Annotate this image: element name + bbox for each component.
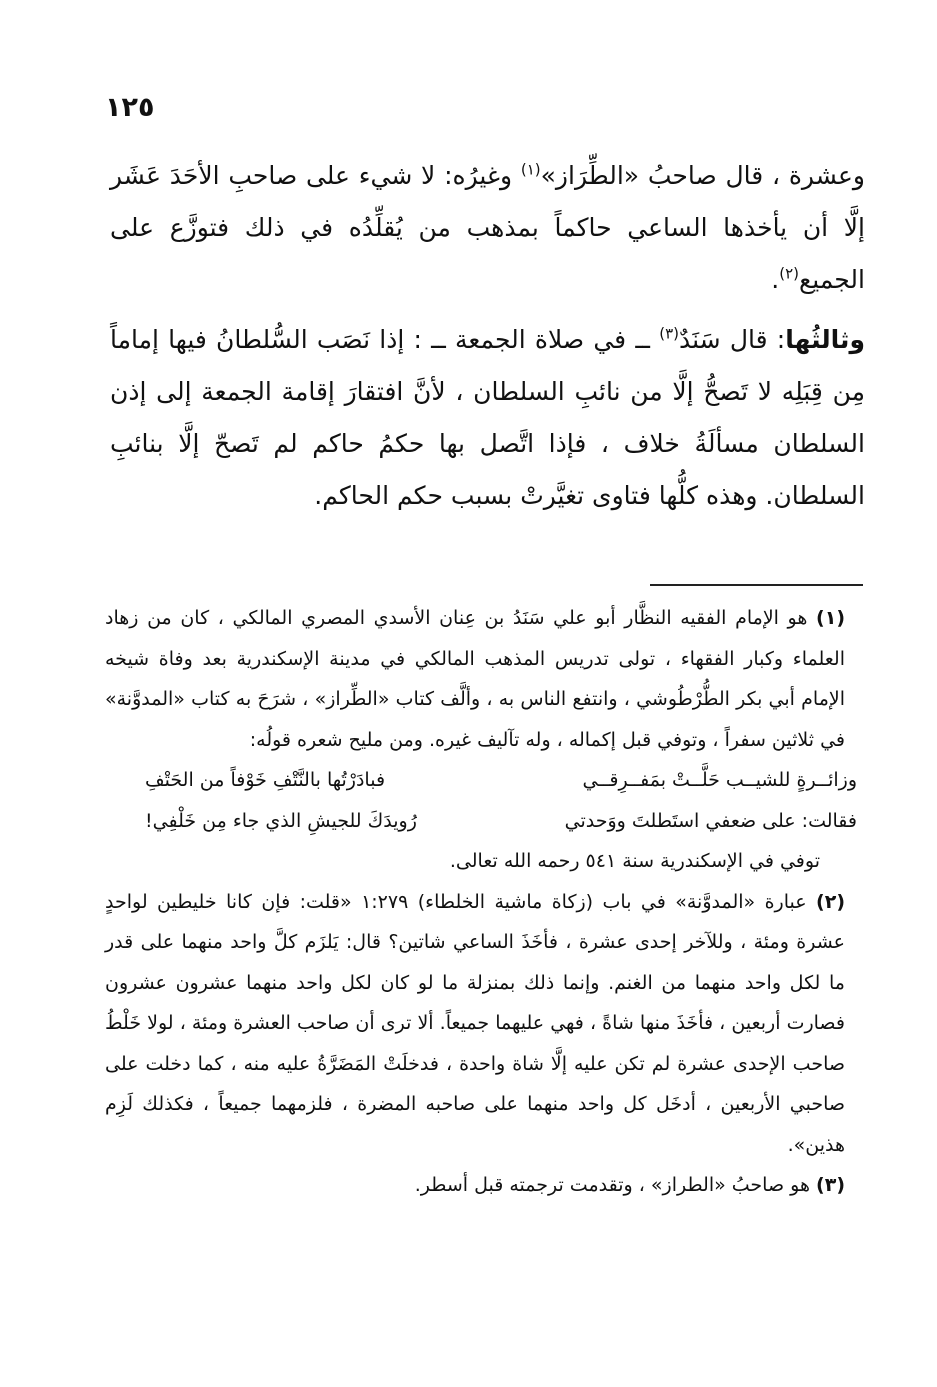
page-number: ١٢٥ bbox=[105, 92, 155, 123]
verse-1-first-hemistich: وزائــرةٍ للشيــب حَلَّــتْ بمَفــرِقــي bbox=[582, 769, 857, 791]
verse-1-second-hemistich: فبادَرْتُها بالنَّتْفِ خَوْفاً من الحَتْفِ bbox=[145, 769, 386, 791]
footnote-1-text: هو الإمام الفقيه النظَّار أبو علي سَنَدُ بن عِنان الأسدي المصري المالكي ، كان من زهاد العلماء وكبار الفقهاء ، تولى تدريس المذهب المالكي في مدينة الإسكندرية بعد وفاة شيخه الإمام أبي بكر الطُّرْطُوشي ، وانتفع الناس به ، وألَّف كتاب «الطِّراز» ، شرَحَ به كتاب «المدوَّنة» في ثلاثين سفراً ، وتوفي قبل إكماله ، وله تآليف غيره. ومن مليح شعره قولُه: bbox=[105, 607, 845, 751]
paragraph-1-text-c: . bbox=[771, 265, 780, 294]
footnotes bbox=[105, 598, 865, 1206]
footnote-2-text: عبارة «المدوَّنة» في باب (زكاة ماشية الخلطاء) ١:٢٧٩ «قلت: فإن كانا خليطين لواحدٍ عشرة ومئة ، وللآخر إحدى عشرة ، فأخَذَ الساعي شاتين؟ قال: يَلزَم كلَّ واحد منهما على قدر ما لكل واحد منهما من الغنم. وإنما ذلك بمنزلة ما لو كان لكل واحد منهما عشرون عشرون فصارت أربعين ، فأخَذَ منها شاةً ، فهي عليهما جميعاً. ألا ترى أن صاحب العشرة ومئة ، لولا خَلْطُ صاحب الإحدى عشرة لم تكن عليه إلَّا شاة واحدة ، فدخلَتْ المَضَرَّةُ عليه منه ، كما دخلت على صاحبي الأربعين ، أدخَل كل واحد منهما على صاحبه المضرة ، فلزمهما جميعاً ، فكذلك لَزِم هذين». bbox=[105, 890, 845, 1156]
footnote-ref-2[interactable]: (٢) bbox=[779, 264, 799, 283]
footnote-2 bbox=[105, 882, 865, 1166]
paragraph-1 bbox=[110, 150, 865, 306]
verse-line-1 bbox=[105, 760, 865, 801]
paragraph-1-text-a: وعشرة ، قال صاحبُ «الطِّرَاز» bbox=[540, 161, 865, 190]
footnote-1-death-note: توفي في الإسكندرية سنة ٥٤١ رحمه الله تعالى. bbox=[449, 850, 820, 872]
main-text bbox=[110, 150, 865, 522]
footnote-3-text: هو صاحبُ «الطراز» ، وتقدمت ترجمته قبل أسطر. bbox=[414, 1174, 817, 1196]
footnote-ref-1[interactable]: (١) bbox=[520, 160, 541, 179]
footnote-2-number: (٢) bbox=[816, 890, 845, 913]
paragraph-2-lead: وثالثُها bbox=[785, 325, 865, 354]
footnote-1-number: (١) bbox=[816, 607, 845, 629]
verse-2-second-hemistich: رُويدَكَ للجيشِ الذي جاء مِن خَلْفِي! bbox=[145, 809, 417, 832]
footnote-divider bbox=[650, 584, 863, 586]
footnote-3-number: (٣) bbox=[816, 1174, 845, 1196]
verse-line-2 bbox=[105, 801, 865, 842]
verse-2-first-hemistich: فقالت: على ضعفي استَطلتَ ووَحدتي bbox=[564, 809, 857, 832]
footnote-ref-3[interactable]: (٣) bbox=[659, 324, 679, 343]
paragraph-1-text-b: وغيرُه: لا شيء على صاحبِ الأحَدَ عَشَر إلَّا أن يأخذها الساعي حاكماً بمذهب من يُقلِّدُه في ذلك فتوزَّع على الجميع bbox=[110, 161, 865, 294]
footnote-3 bbox=[105, 1165, 865, 1206]
paragraph-2-text-b: ــ في صلاة الجمعة ــ : إذا نَصَب السُّلطانُ فيها إماماً مِن قِبَلِه لا تَصحُّ إلَّا من نائبِ السلطان ، لأنَّ افتقارَ إقامة الجمعة إلى إذن السلطان مسألَةُ خلاف ، فإذا اتَّصل بها حكمُ حاكم لم تَصحّ إلَّا بنائبِ السلطان. وهذه كلُّها فتاوى تغيَّرتْ بسبب حكم الحاكم. bbox=[110, 325, 865, 510]
paragraph-2-text-a: : قال سَنَدٌ bbox=[678, 325, 786, 354]
footnote-1 bbox=[105, 598, 865, 760]
paragraph-2 bbox=[110, 314, 865, 522]
